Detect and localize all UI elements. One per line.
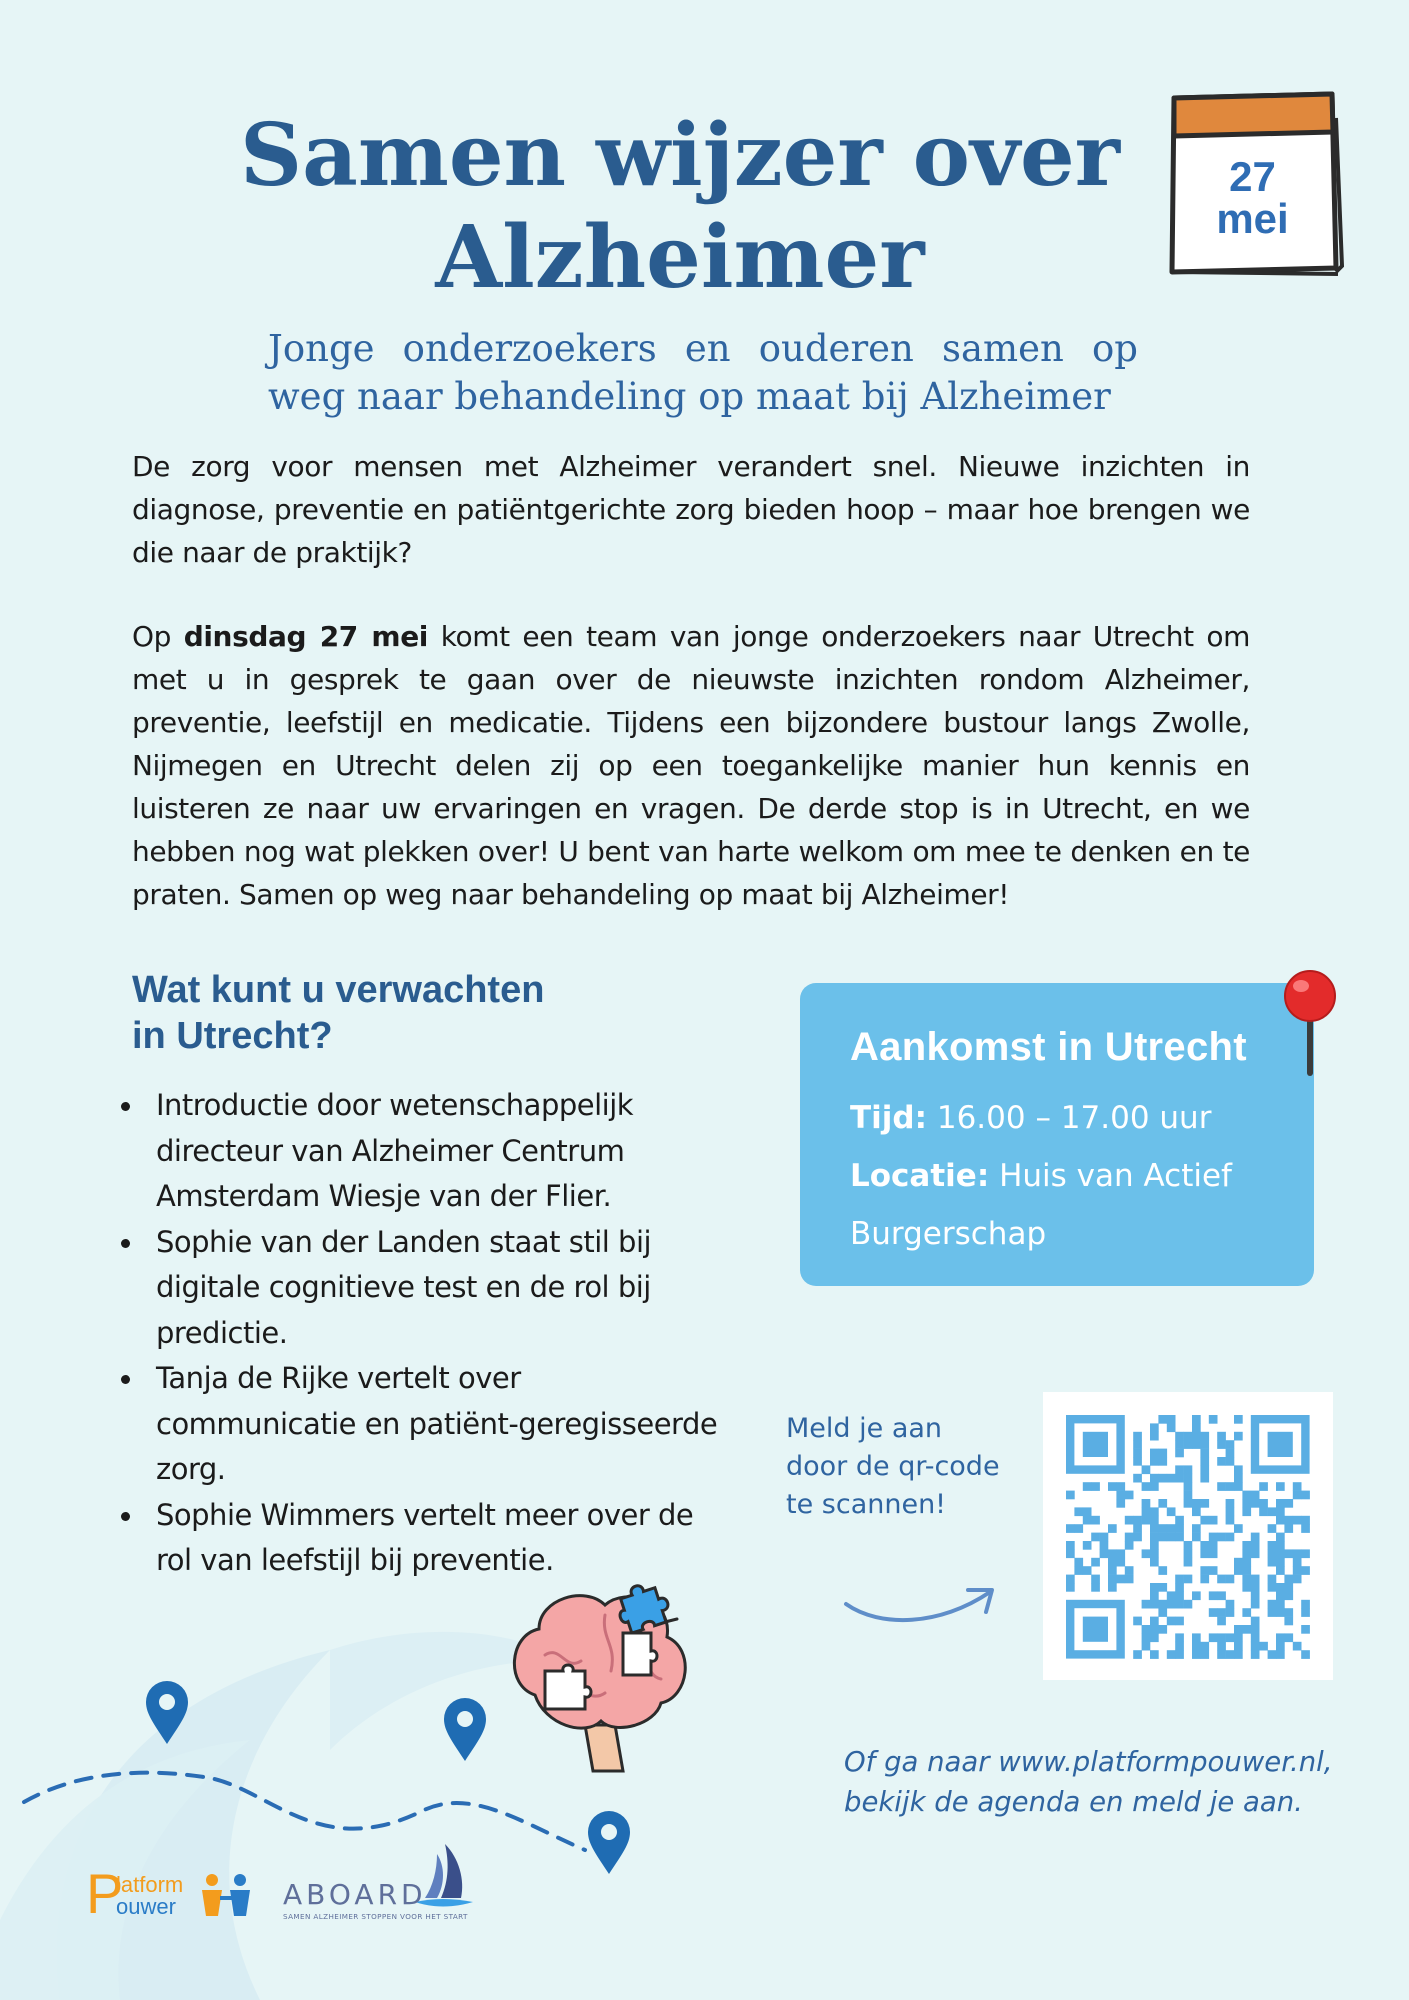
website-line-2: bekijk de agenda en meld je aan. <box>844 1786 1303 1818</box>
list-item: Sophie van der Landen staat stil bij digitale cognitieve test en de rol bij predictie. <box>118 1220 718 1357</box>
p2-rest: komt een team van jonge onderzoekers naar Utrecht om met u in gesprek te gaan over de nieuwste inzichten rondom Alzheimer, preventie, leefstijl en medicatie. Tijdens een bijzondere bustour langs Zwolle, Nijmegen en Utrecht delen zij op een toegankelijke manier hun kennis en luisteren ze naar uw ervaringen en vragen. De derde stop is in Utrecht, en we hebben nog wat plekken over! U bent van harte welkom om mee te denken en te praten. Samen op weg naar behandeling op maat bij Alzheimer! <box>132 620 1250 911</box>
expect-heading <box>132 967 692 1059</box>
website-line-1[interactable]: Of ga naar www.platformpouwer.nl, <box>844 1746 1333 1778</box>
arrival-location <box>850 1147 1314 1263</box>
time-label: Tijd: <box>850 1100 927 1136</box>
website-text <box>844 1742 1344 1822</box>
pp-big-p-top: P <box>86 1862 124 1925</box>
aboard-wordmark: ABOARD <box>283 1878 427 1911</box>
subtitle-line-2: weg naar behandeling op maat bij Alzheimer <box>268 375 1111 418</box>
expect-heading-line-1: Wat kunt u verwachten <box>132 969 545 1011</box>
pp-text-top: latform <box>116 1872 184 1897</box>
list-item: Introductie door wetenschappelijk directeur van Alzheimer Centrum Amsterdam Wiesje van der Flier. <box>118 1083 718 1220</box>
calendar-day: 27 <box>1229 153 1276 200</box>
platform-pouwer-logo <box>86 1862 266 1925</box>
subtitle <box>268 325 1138 421</box>
list-item: Tanja de Rijke vertelt over communicatie en patiënt-geregisseerde zorg. <box>118 1356 718 1493</box>
register-line-2: door de qr-code <box>786 1451 1000 1482</box>
location-value: Huis van Actief Burgerschap <box>850 1158 1232 1252</box>
pp-text-bottom: ouwer <box>116 1894 176 1919</box>
event-date: dinsdag 27 mei <box>183 620 428 653</box>
register-line-1: Meld je aan <box>786 1413 943 1444</box>
expect-list <box>118 1083 718 1584</box>
title-line-1: Samen wijzer over <box>240 105 1120 206</box>
expect-heading-line-2: in Utrecht? <box>132 1015 333 1057</box>
page-title <box>180 105 1180 309</box>
intro-paragraph-2 <box>132 615 1250 916</box>
time-value: 16.00 – 17.00 uur <box>927 1100 1212 1136</box>
intro-paragraph-1: De zorg voor mensen met Alzheimer verandert snel. Nieuwe inzichten in diagnose, preventie en patiëntgerichte zorg bieden hoop – maar hoe brengen we die naar de praktijk? <box>132 450 1250 569</box>
people-icon <box>194 1872 264 1918</box>
puzzle-piece-icon <box>616 1576 672 1632</box>
map-pin-icon <box>1280 968 1340 1078</box>
location-pin-icon <box>586 1810 632 1876</box>
location-label: Locatie: <box>850 1158 990 1194</box>
p2-prefix: Op <box>132 620 184 653</box>
list-item: Sophie Wimmers vertelt meer over de rol van leefstijl bij preventie. <box>118 1493 718 1584</box>
calendar-icon <box>1160 88 1345 278</box>
register-text <box>786 1410 1026 1524</box>
calendar-month: mei <box>1216 195 1289 242</box>
arrival-title: Aankomst in Utrecht <box>850 1025 1247 1069</box>
location-pin-icon <box>144 1680 190 1746</box>
arrival-card <box>800 983 1314 1286</box>
location-pin-icon <box>442 1697 488 1763</box>
title-line-2: Alzheimer <box>435 207 925 308</box>
aboard-tagline: SAMEN ALZHEIMER STOPPEN VOOR HET START <box>283 1912 468 1921</box>
aboard-logo <box>283 1840 473 1924</box>
arrival-time <box>850 1089 1314 1147</box>
qr-code[interactable] <box>1043 1392 1333 1680</box>
register-line-3: te scannen! <box>786 1489 947 1520</box>
curved-arrow-icon <box>840 1570 1000 1630</box>
subtitle-line-1: Jonge onderzoekers en ouderen samen op <box>268 327 1138 370</box>
